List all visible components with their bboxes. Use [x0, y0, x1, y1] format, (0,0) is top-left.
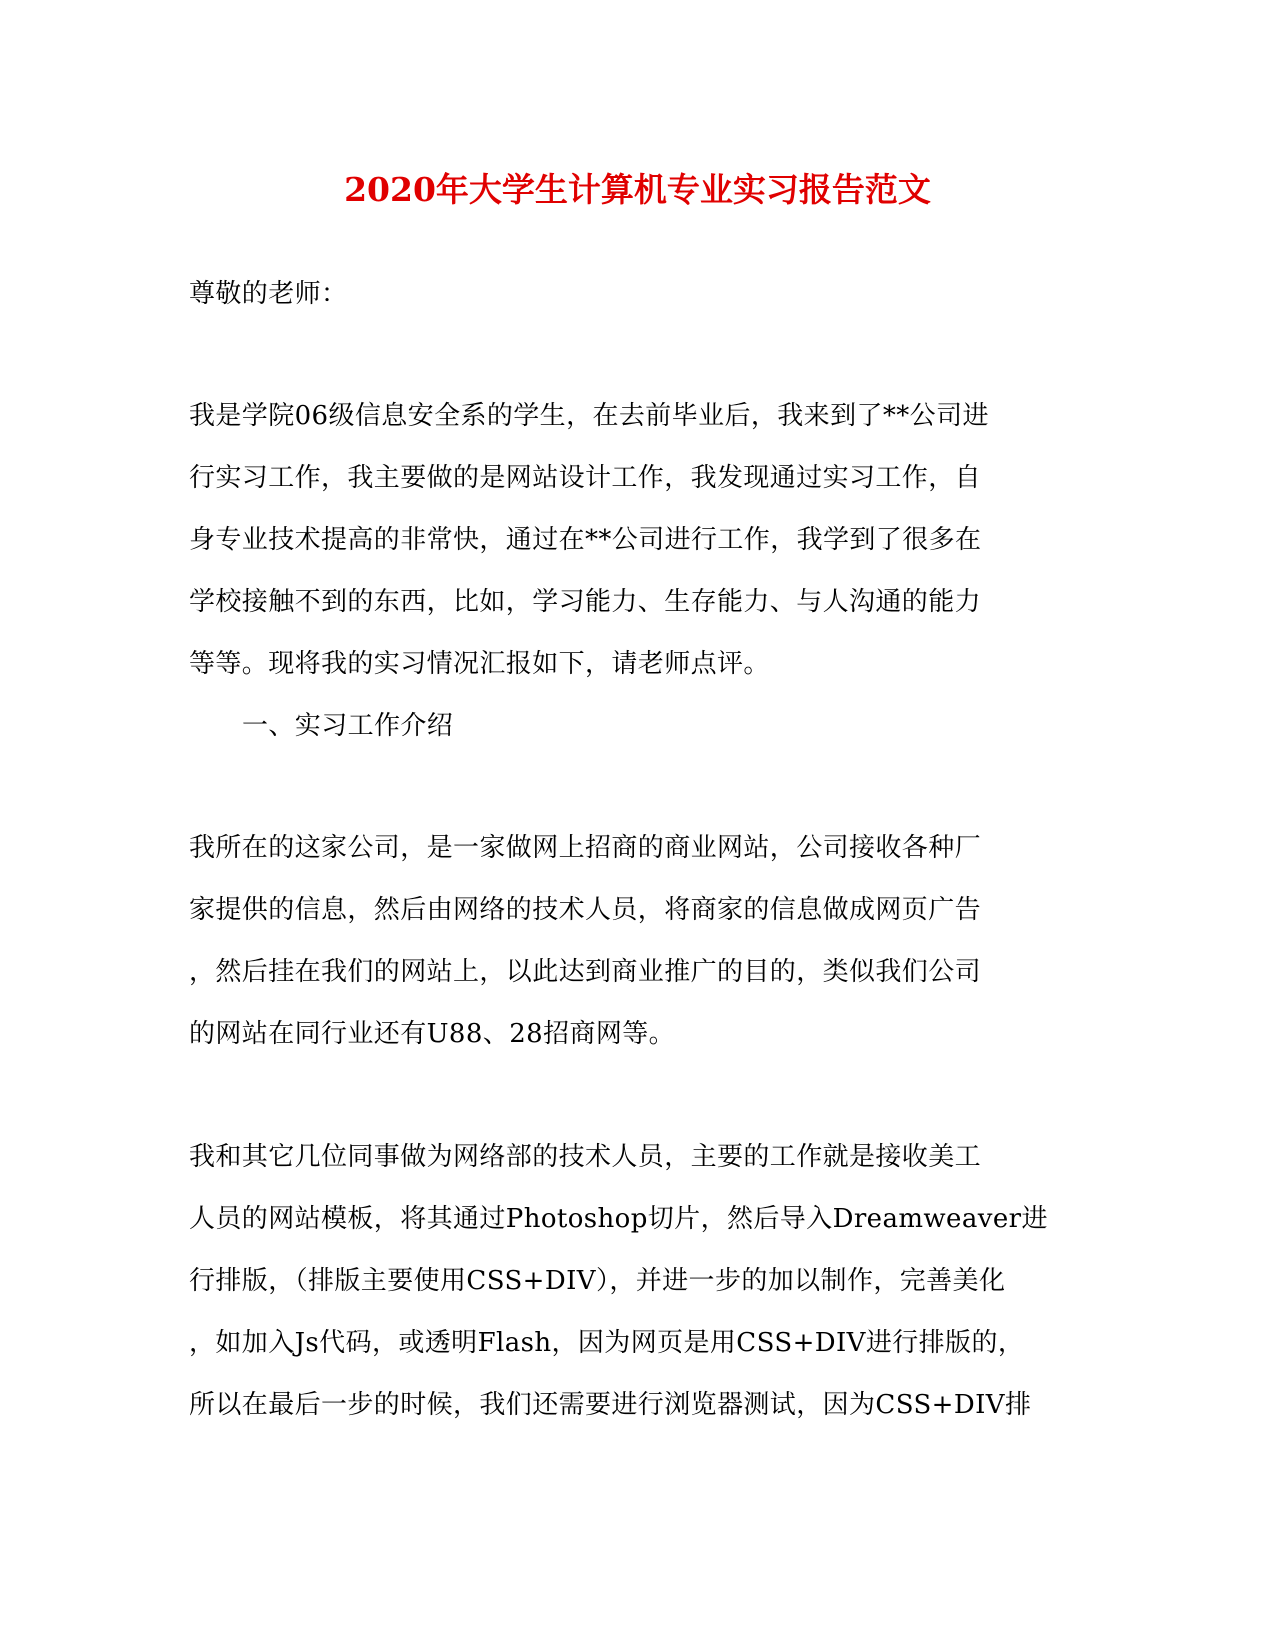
paragraph-line: 学校接触不到的东西，比如，学习能力、生存能力、与人沟通的能力: [189, 587, 982, 617]
paragraph-line: 身专业技术提高的非常快，通过在**公司进行工作，我学到了很多在: [189, 525, 982, 555]
paragraph-line: 等等。现将我的实习情况汇报如下，请老师点评。: [189, 649, 770, 679]
document-title: 2020年大学生计算机专业实习报告范文: [344, 170, 931, 209]
paragraph-line: 行排版，（排版主要使用CSS+DIV），并进一步的加以制作，完善美化: [189, 1266, 1006, 1296]
paragraph-line: ，然后挂在我们的网站上，以此达到商业推广的目的，类似我们公司: [189, 957, 982, 987]
paragraph-line: 家提供的信息，然后由网络的技术人员，将商家的信息做成网页广告: [189, 895, 982, 925]
paragraph-line: 人员的网站模板，将其通过Photoshop切片，然后导入Dreamweaver进: [189, 1204, 1048, 1234]
paragraph-line: 我是学院06级信息安全系的学生，在去前毕业后，我来到了**公司进: [189, 401, 989, 431]
paragraph-line: 我和其它几位同事做为网络部的技术人员，主要的工作就是接收美工: [189, 1142, 982, 1172]
paragraph-line: 的网站在同行业还有U88、28招商网等。: [189, 1019, 676, 1049]
salutation: 尊敬的老师：: [189, 279, 348, 309]
paragraph-line: 所以在最后一步的时候，我们还需要进行浏览器测试，因为CSS+DIV排: [189, 1390, 1032, 1420]
paragraph-line: ，如加入Js代码，或透明Flash，因为网页是用CSS+DIV进行排版的，: [189, 1328, 1025, 1358]
paragraph-line: 我所在的这家公司，是一家做网上招商的商业网站，公司接收各种厂: [189, 833, 982, 863]
paragraph-line: 行实习工作，我主要做的是网站设计工作，我发现通过实习工作，自: [189, 463, 982, 493]
section-heading: 一、实习工作介绍: [242, 711, 454, 741]
